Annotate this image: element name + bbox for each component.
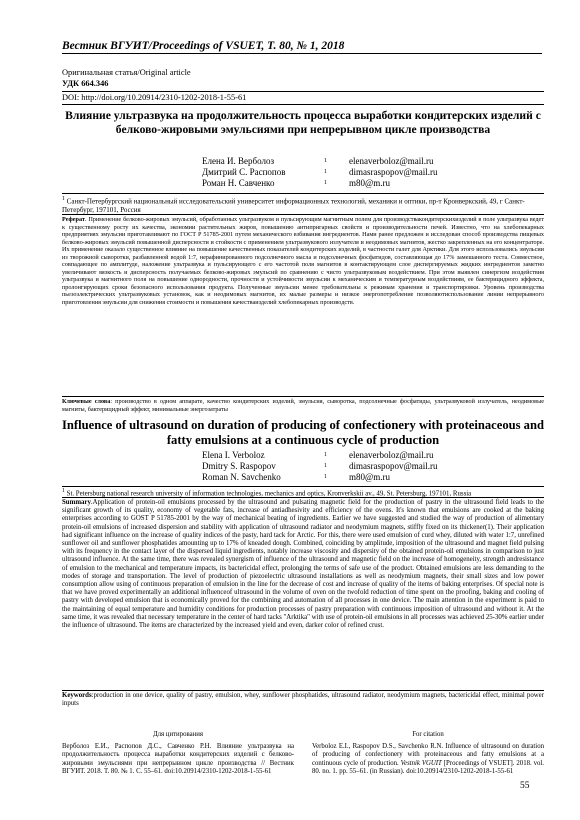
abstract-label: Summary xyxy=(62,499,91,506)
affiliation-marker: 1 xyxy=(324,463,327,469)
en-author-list xyxy=(202,450,438,483)
author-name: Roman N. Savchenko xyxy=(202,472,281,482)
abstract-label: Реферат xyxy=(62,216,85,223)
author-email[interactable]: m80@m.ru xyxy=(349,178,391,188)
citation-text xyxy=(312,743,544,776)
author-row xyxy=(202,178,438,189)
author-name: Роман Н. Савченко xyxy=(202,178,275,188)
author-email[interactable]: m80@m.ru xyxy=(349,472,391,482)
affiliation-marker: 1 xyxy=(324,180,327,186)
udc-code: УДК 664.346 xyxy=(62,79,109,88)
journal-header: Вестник ВГУИТ/Proceedings of VSUET, Т. 80, № 1, 2018 xyxy=(62,40,542,54)
abstract-divider xyxy=(62,497,544,498)
en-citation xyxy=(312,731,544,776)
affiliation-marker: 1 xyxy=(324,474,327,480)
citation-text: Верболоз Е.И., Распопов Д.С., Савченко Р.Н. Влияние ультразвука на продолжительность процесса выработки кондитерских изделий с белково-жировыми эмульсиями при непрерывном цикле производства // Вестник ВГУИТ. 2018. Т. 80. № 1. С. 55–61. doi:10.20914/2310-1202-2018-1-55-61 xyxy=(62,743,294,775)
author-row xyxy=(202,472,438,483)
meta-divider xyxy=(62,91,544,92)
keywords-divider xyxy=(62,396,544,397)
keywords-divider xyxy=(62,690,544,691)
doi-line[interactable]: DOI: http://doi.org/10.20914/2310-1202-2018-1-55-61 xyxy=(62,93,247,102)
author-email[interactable]: dimasraspopov@mail.ru xyxy=(349,461,438,471)
ru-keywords xyxy=(62,398,544,413)
author-email[interactable]: elenaverboloz@mail.ru xyxy=(349,450,434,460)
keywords-label: Ключевые слова xyxy=(62,398,111,405)
author-name: Елена И. Верболоз xyxy=(202,156,275,166)
keywords-text: : производство в одном аппарате, качество кондитерских изделий, эмульсия, сыворотка, подсолнечные фосфатиды, ультразвуковой излучатель, неодимовые магниты, бактерицидный эффект, минимальные энергозатраты xyxy=(62,398,544,413)
affiliation-marker: 1 xyxy=(62,488,65,494)
affiliation-divider xyxy=(62,193,544,194)
keywords-label: Keywords xyxy=(62,692,92,699)
author-row xyxy=(202,461,438,472)
author-email[interactable]: dimasraspopov@mail.ru xyxy=(349,167,438,177)
citation-heading: For citation xyxy=(412,731,444,738)
citation-body: Verboloz E.I., Raspopov D.S., Savchenko R.N. Influence of ultrasound on duration of producing of confectionery with proteinaceous and fatty emulsions at a continuous cycle of production. xyxy=(312,743,544,767)
keywords-text: :production in one device, quality of pastry, emulsion, whey, sunflower phosphatides, ultrasound radiator, neodymium magnets, bactericidal effect, minimal power inputs xyxy=(62,692,544,708)
affiliation-marker: 1 xyxy=(324,158,327,164)
author-row xyxy=(202,450,438,461)
author-name: Дмитрий С. Распопов xyxy=(202,167,286,177)
article-type: Оригинальная статья/Original article xyxy=(62,68,191,77)
citation-journal: Vestnik VGUIT xyxy=(400,759,442,767)
meta-divider xyxy=(62,104,544,105)
ru-abstract xyxy=(62,216,544,307)
author-row xyxy=(202,156,438,167)
affiliation-marker: 1 xyxy=(62,196,65,202)
citation-heading: Для цитирования xyxy=(152,731,204,738)
ru-author-list xyxy=(202,156,438,189)
affiliation-marker: 1 xyxy=(324,452,327,458)
en-keywords xyxy=(62,692,544,708)
ru-article-title: Влияние ультразвука на продолжительность процесса выработки кондитерских изделий с белково-жировыми эмульсиями при непрерывном цикле производства xyxy=(65,109,541,136)
affiliation-text: St. Petersburg national research university of information technologies, mechanics and optics, Kronverkskii av., 49, St. Petersburg, 197101, Russia xyxy=(66,490,472,498)
author-row xyxy=(202,167,438,178)
ru-citation xyxy=(62,731,294,776)
citation-body: [Proceedings of VSUET]. 2018. vol. 80. no. 1. pp. 55–61. (in Russian). doi:10.20914/2310-1202-2018-1-55-61 xyxy=(312,759,544,775)
abstract-divider xyxy=(62,214,544,215)
abstract-text: .Application of protein-oil emulsions processed by the ultrasound and pulsating magnetic field for the production of pastry in the ultrasound field leads to the significant growth of its quality, economy of vegetable fats, increase of antiadhesivity and efficiency of the ovens. It's known that emulsions are cooked at the baking enterprises according to GOST P 51785-2001 by the way of mechanical beating of ingredients. Earlier we have suggested and studied the way of production of alimentary protein-oil emulsions of increased dispersion and stability with application of ultrasound radiator and neodymium magnets, stiffly fixed on its thickener(1). Their application had significant influence on the increase of quality indices of the pasty, hard tack for Arctic. For this, there were used emulsion of curd whey, diluted with water 1:7, unrefined sunflower oil and sunflower phosphatides amounting up to 17% of kneaded dough. Combined, coinciding by amplitude, imposition of the ultrasound and magnet field pulsing with its frequency in the contact layer of the dispersed liquid ingredients, notably increase viscosity and dispersity of the obtained protein-oil emulsions in comparison to just ultrasound influence. At the same time, there was revealed synergism of influence of the ultrasound and magnetic field on the increase of homogeneity, strength andresistance of emulsion to the mechanical and temperature impacts, its bactericidal effect, prolonging the terms of safe use of the product. Obtained emulsions are less demanding to the modes of storage and transportation. The level of production of piezoelectric ultrasound installations as well as neodymium magnets, their small sizes and low power consumption allow using of continuous preparation of emulsion in the line for the decrease of cost and increase of quality of the items of baking enterprises. Of special note is that we have proved experimentally an additional influenceof ultrasound in the volume of oven on the twofold reduction of time spent on the proofing, baking and cooling of pastry with developed emulsion that is economically proved for the combining and automation of all processes in one device. The main attention in the experiment is paid to the maintaining of equal temperature and humidity conditions for production processes of pastry preparation with continuous imposition of ultrasound and without it. At the same time, it was revealed that necessary temperature in the center of hard tacks "Arktika" with use of protein-oil emulsions in all processes was achieved 25-30% earlier under the influence of ultrasound. The items are characterized by the increased yield and even, darker color of refined crust. xyxy=(62,499,544,630)
affiliation-text: Санкт-Петербургский национальный исследовательский университет информационных технологий, механики и оптики, пр-т Кронверкский, 49, г Санкт-Петербург, 197101, Россия xyxy=(62,197,525,214)
affiliation-marker: 1 xyxy=(324,169,327,175)
en-abstract xyxy=(62,499,544,630)
author-name: Elena I. Verboloz xyxy=(202,450,265,460)
en-article-title: Influence of ultrasound on duration of producing of confectionery with proteinaceous and fatty emulsions at a continuous cycle of production xyxy=(62,418,544,447)
author-name: Dmitry S. Raspopov xyxy=(202,461,276,471)
ru-affiliation xyxy=(62,195,544,214)
abstract-text: . Применение белково-жировых эмульсий, обработанных ультразвуком и пульсирующим магнитным полем для производствакондитерскихизделий в поле ультразвука ведет к существенному росту их качества, экономии растительных жиров, повышению антипригарных свойств и производительности печей. Известно, что на хлебопекарных предприятиях эмульсии приготавливают по ГОСТ Р 51785-2001 путем механического взбивания ингредиентов. Нами ранее предложен и исследован способ производства пищевых белково-жировых эмульсий повышенной дисперсности и стойкости с применением ультразвукового излучателя и неодимовых магнитов, жестко закрепленных на его концентраторе. Их применение оказало существенное влияние на повышение качественных показателей кондитерских изделий, в частности галет для Арктики. Для этого использовались эмульсии из творожной сыворотки, разбавленной водой 1:7, нерафинированного подсолнечного масла и подсолнечных фосфатидов, составляющая до 17% замешанного теста. Совместное, совпадающее по амплитуде, наложение ультразвука и пульсирующего с его частотой поля магнитов в контактирующем слое диспергируемых жидких ингредиентов заметно увеличивают вязкость и дисперсность получаемых белково-жировых эмульсий по сравнению с чисто ультразвуковым воздействием. При этом выявлен синергизм воздействия ультразвука и магнитного поля на повышение однородности, прочности и устойчивости эмульсии к механическим и температурным воздействиям, ее бактерицидного эффекта, пролонгирующих сроки безопасного использования продукта. Полученные эмульсии менее требовательны к режимам хранения и транспортировки. Уровень производства пьезоэлектрических ультразвуковых установок, как и неодимовых магнитов, их малые размеры и низкое энергопотребление позволяютиспользование линии непрерывного приготовления эмульсии для снижения стоимости и повышения качествaизделий хлебопекарных производств. xyxy=(62,216,544,307)
author-email[interactable]: elenaverboloz@mail.ru xyxy=(349,156,434,166)
page-number: 55 xyxy=(520,781,530,791)
